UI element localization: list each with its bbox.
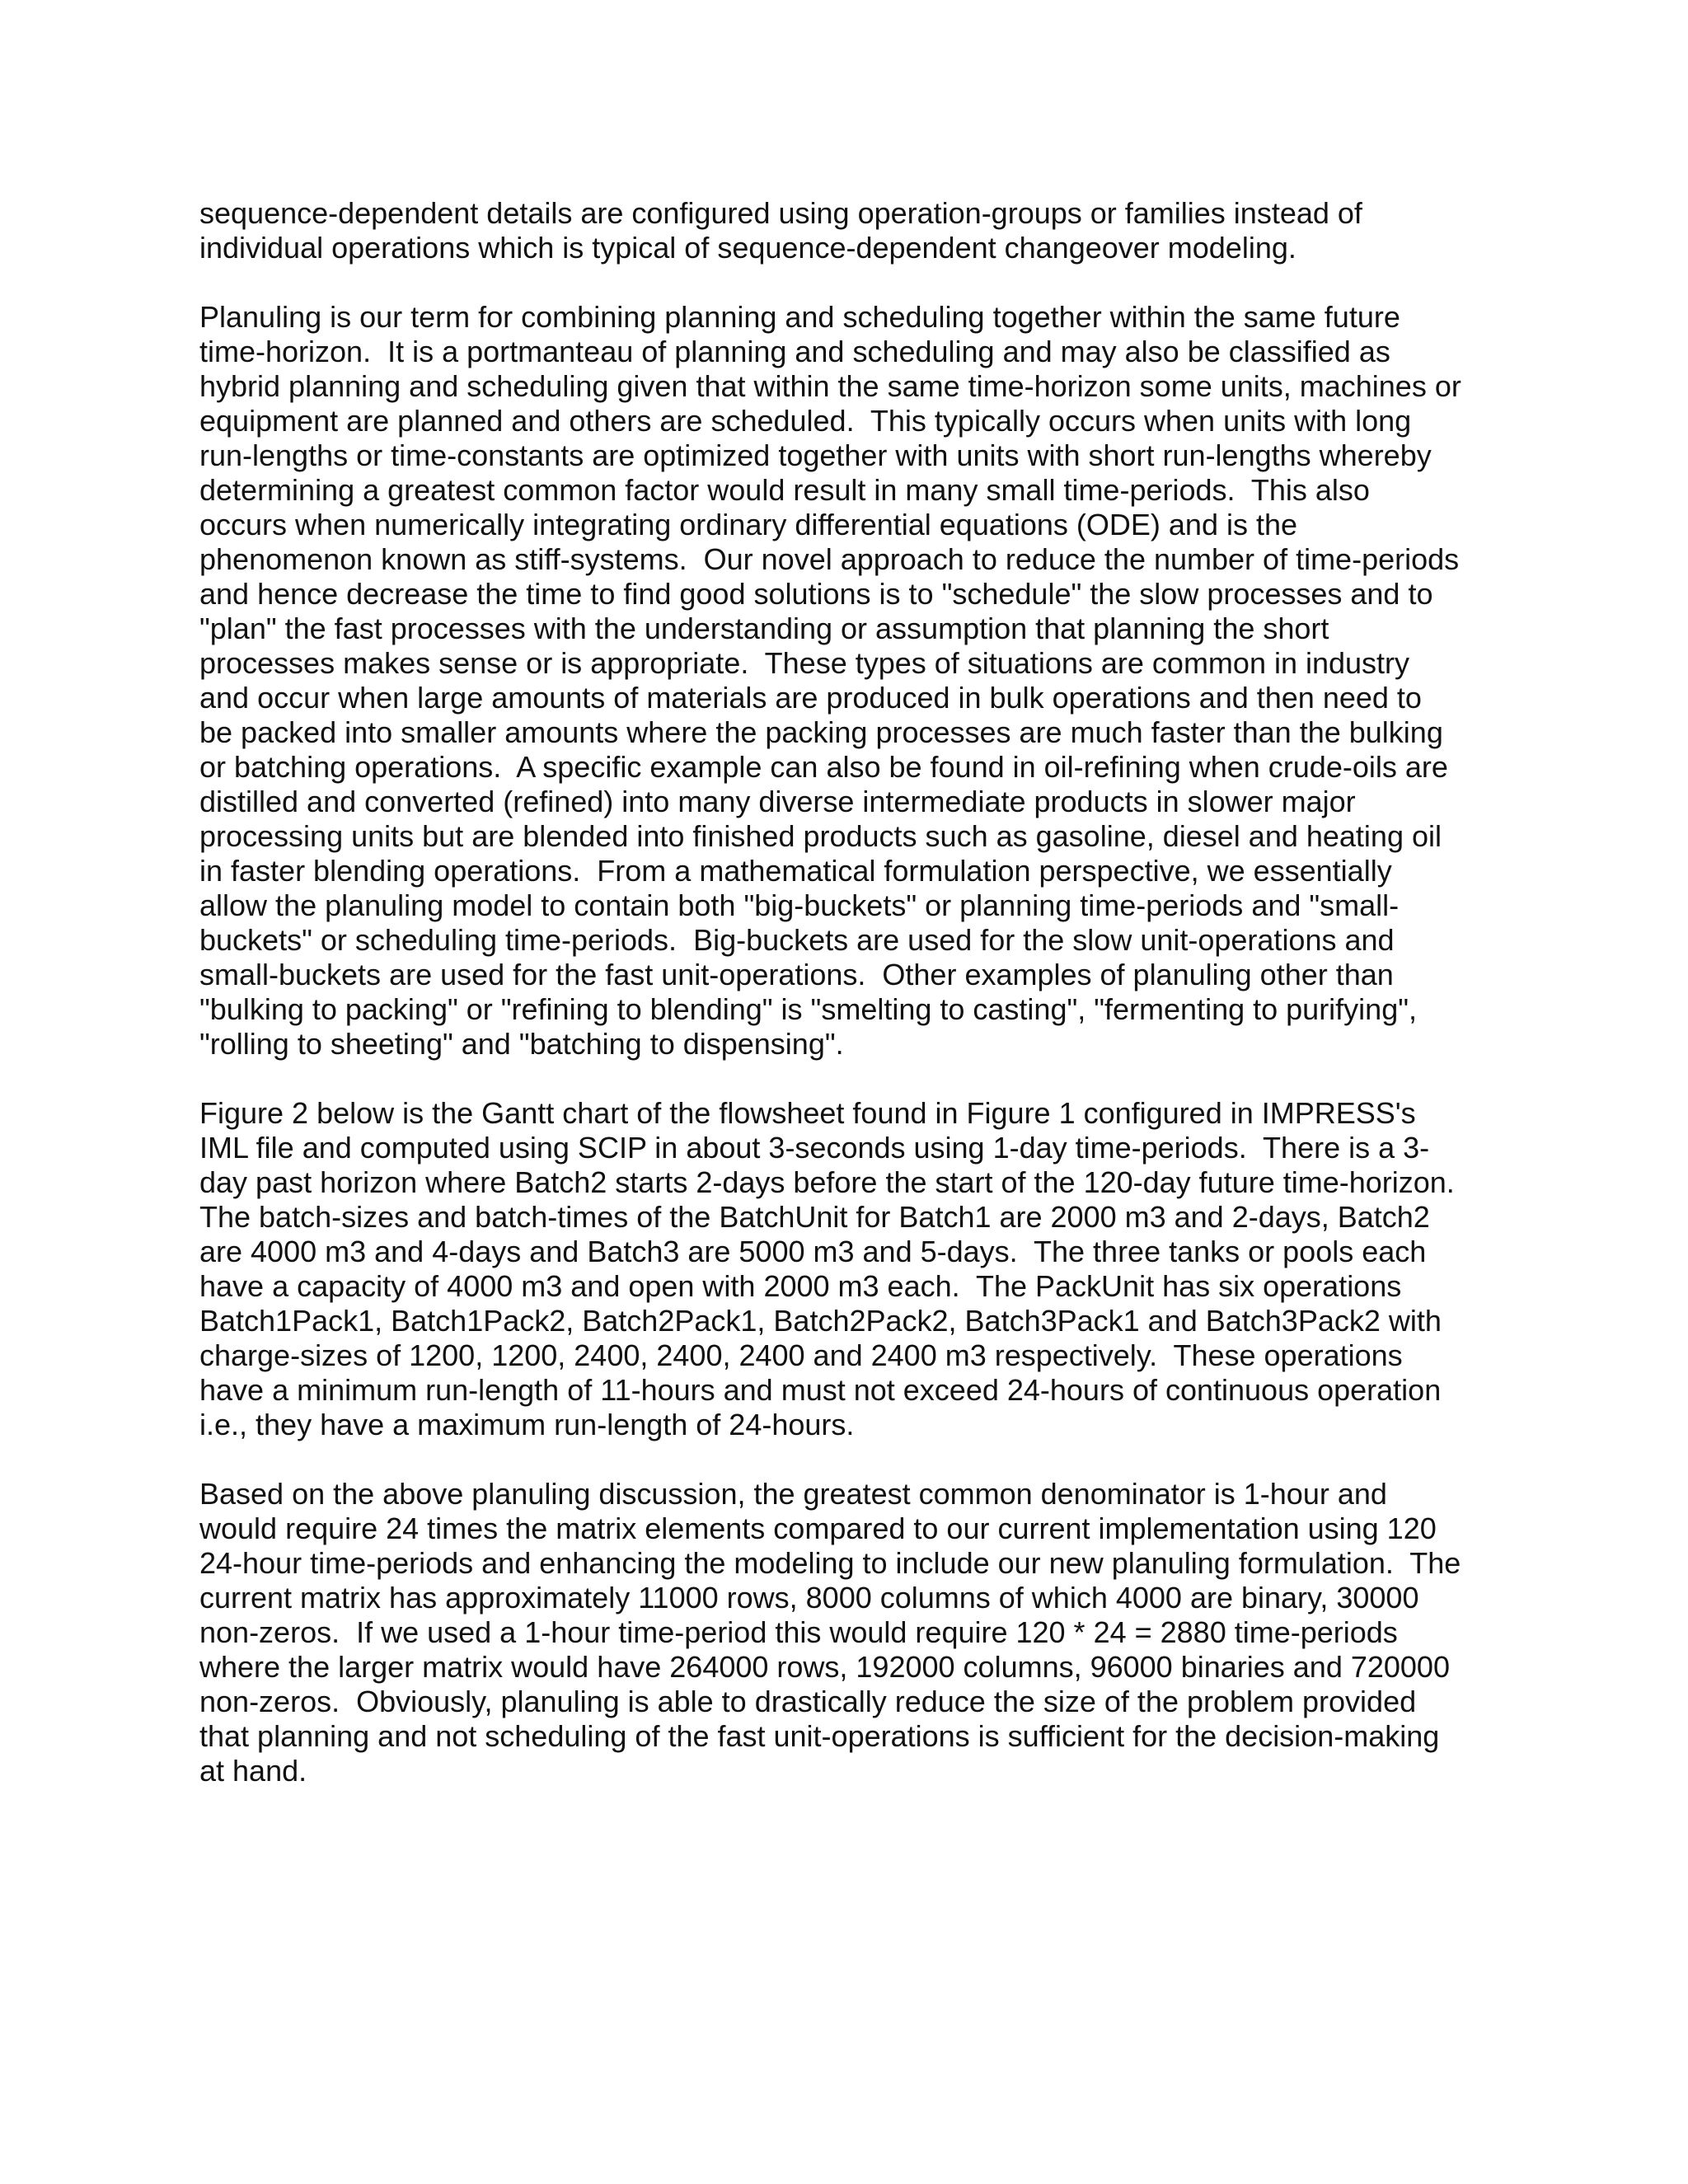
text-line: Batch1Pack1, Batch1Pack2, Batch2Pack1, Batch2Pack2, Batch3Pack1 and Batch3Pack2 with [199, 1304, 1442, 1338]
text-line: occurs when numerically integrating ordinary differential equations (ODE) and is the [199, 508, 1298, 541]
text-line: allow the planuling model to contain both "big-buckets" or planning time-periods and "small- [199, 888, 1400, 922]
paragraph-planuling-definition [199, 300, 1518, 1062]
text-line: run-lengths or time-constants are optimized together with units with short run-lengths whereby [199, 438, 1432, 472]
text-line: day past horizon where Batch2 starts 2-days before the start of the 120-day future time-horizon. [199, 1165, 1455, 1199]
text-line: "rolling to sheeting" and "batching to dispensing". [199, 1027, 844, 1061]
text-line: individual operations which is typical of sequence-dependent changeover modeling. [199, 231, 1296, 265]
text-line: time-horizon. It is a portmanteau of planning and scheduling and may also be classified as [199, 335, 1390, 368]
text-line: non-zeros. Obviously, planuling is able to drastically reduce the size of the problem provided [199, 1685, 1417, 1718]
text-line: Based on the above planuling discussion, the greatest common denominator is 1-hour and [199, 1477, 1387, 1511]
text-line: Planuling is our term for combining planning and scheduling together within the same future [199, 300, 1400, 334]
text-line: and hence decrease the time to find good solutions is to "schedule" the slow processes and to [199, 577, 1433, 611]
text-line: that planning and not scheduling of the fast unit-operations is sufficient for the decision-making [199, 1719, 1440, 1753]
text-line: would require 24 times the matrix elements compared to our current implementation using 120 [199, 1511, 1437, 1545]
text-line: have a minimum run-length of 11-hours and must not exceed 24-hours of continuous operation [199, 1373, 1442, 1407]
paragraph-figure-2-description [199, 1096, 1518, 1442]
text-line: have a capacity of 4000 m3 and open with 2000 m3 each. The PackUnit has six operations [199, 1269, 1402, 1303]
text-line: or batching operations. A specific example can also be found in oil-refining when crude-oils are [199, 750, 1448, 784]
paragraph-sequence-dependent [199, 196, 1518, 265]
text-line: are 4000 m3 and 4-days and Batch3 are 5000 m3 and 5-days. The three tanks or pools each [199, 1235, 1427, 1268]
body-text [199, 196, 1518, 1823]
text-line: distilled and converted (refined) into many diverse intermediate products in slower major [199, 785, 1356, 818]
text-line: at hand. [199, 1754, 307, 1788]
text-line: Figure 2 below is the Gantt chart of the flowsheet found in Figure 1 configured in IMPRESS's [199, 1096, 1416, 1130]
text-line: equipment are planned and others are scheduled. This typically occurs when units with long [199, 404, 1412, 438]
text-line: non-zeros. If we used a 1-hour time-period this would require 120 * 24 = 2880 time-periods [199, 1615, 1398, 1649]
text-line: buckets" or scheduling time-periods. Big-buckets are used for the slow unit-operations and [199, 923, 1395, 957]
text-line: where the larger matrix would have 264000 rows, 192000 columns, 96000 binaries and 720000 [199, 1650, 1450, 1684]
text-line: IML file and computed using SCIP in about 3-seconds using 1-day time-periods. There is a 3- [199, 1131, 1430, 1165]
paragraph-matrix-size [199, 1477, 1518, 1788]
text-line: processes makes sense or is appropriate. These types of situations are common in industry [199, 646, 1410, 680]
text-line: "plan" the fast processes with the understanding or assumption that planning the short [199, 612, 1329, 645]
text-line: phenomenon known as stiff-systems. Our novel approach to reduce the number of time-periods [199, 542, 1460, 576]
text-line: determining a greatest common factor would result in many small time-periods. This also [199, 473, 1370, 507]
text-line: i.e., they have a maximum run-length of 24-hours. [199, 1408, 855, 1441]
text-line: "bulking to packing" or "refining to blending" is "smelting to casting", "fermenting to purifying", [199, 992, 1418, 1026]
text-line: small-buckets are used for the fast unit-operations. Other examples of planuling other than [199, 958, 1394, 991]
text-line: charge-sizes of 1200, 1200, 2400, 2400, 2400 and 2400 m3 respectively. These operations [199, 1338, 1403, 1372]
text-line: current matrix has approximately 11000 rows, 8000 columns of which 4000 are binary, 30000 [199, 1581, 1419, 1615]
text-line: in faster blending operations. From a mathematical formulation perspective, we essentially [199, 854, 1392, 888]
text-line: The batch-sizes and batch-times of the BatchUnit for Batch1 are 2000 m3 and 2-days, Batch2 [199, 1200, 1430, 1234]
text-line: 24-hour time-periods and enhancing the modeling to include our new planuling formulation. The [199, 1546, 1461, 1580]
text-line: and occur when large amounts of materials are produced in bulk operations and then need to [199, 681, 1422, 715]
text-line: be packed into smaller amounts where the packing processes are much faster than the bulking [199, 715, 1443, 749]
text-line: hybrid planning and scheduling given that within the same time-horizon some units, machines or [199, 369, 1461, 403]
text-line: sequence-dependent details are configured using operation-groups or families instead of [199, 196, 1362, 230]
text-line: processing units but are blended into finished products such as gasoline, diesel and heating oil [199, 819, 1442, 853]
